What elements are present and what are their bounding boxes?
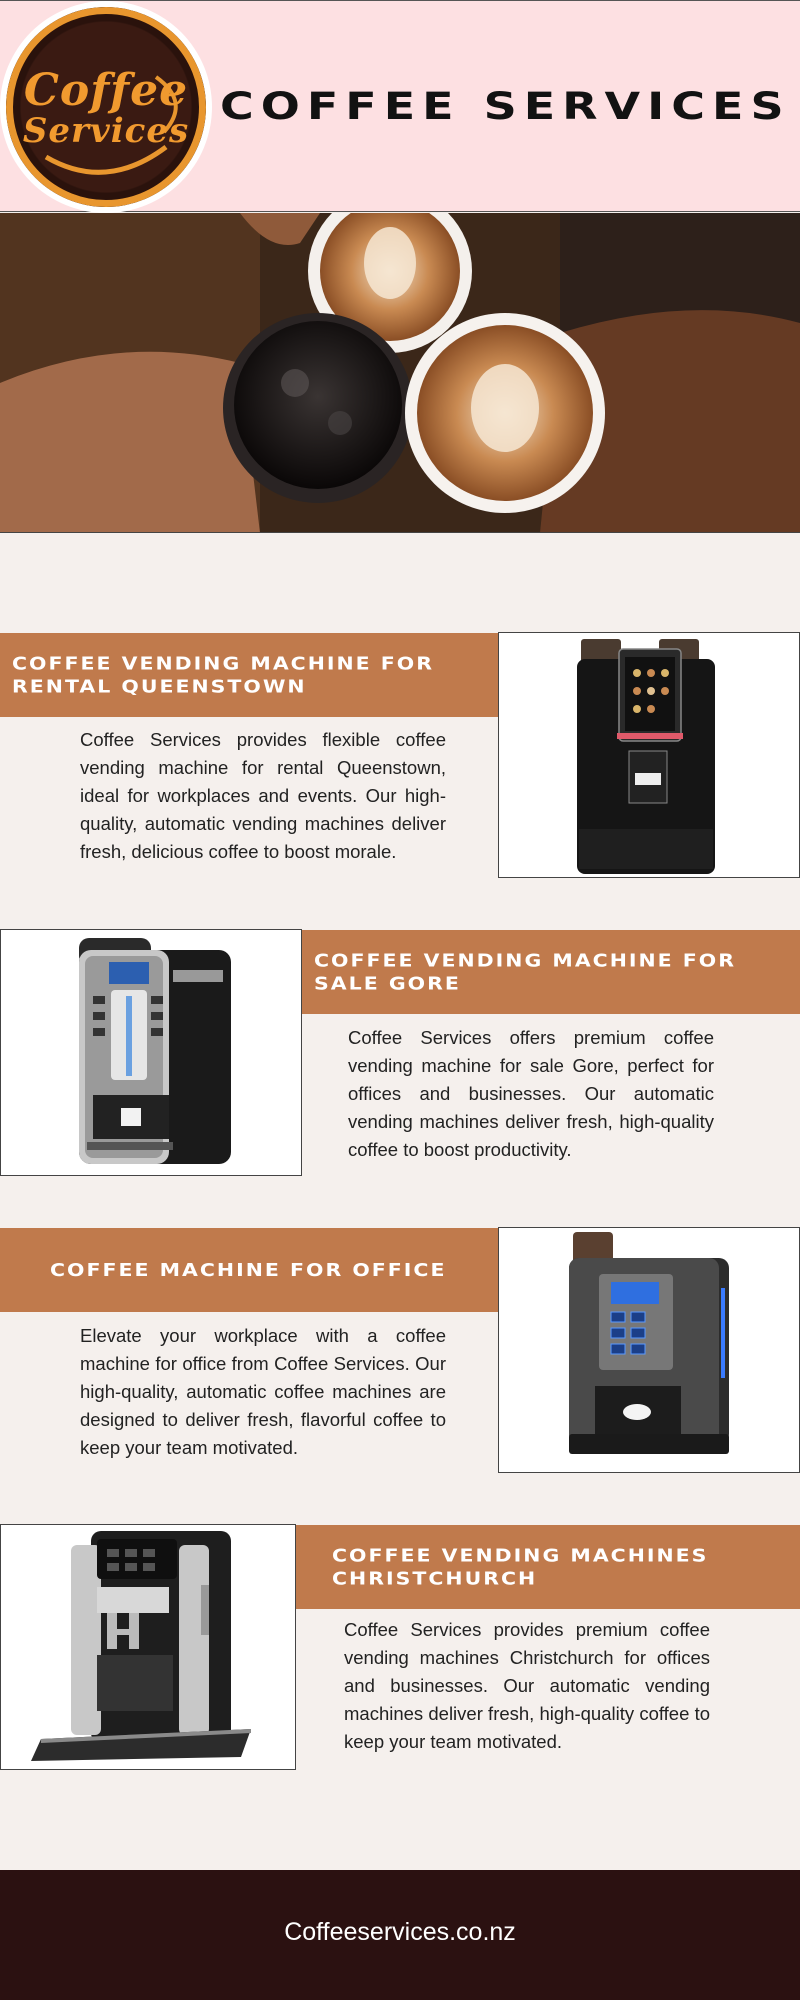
section-4-heading: COFFEE VENDING MACHINES CHRISTCHURCH bbox=[296, 1525, 800, 1609]
vending-machine-black-icon bbox=[499, 633, 799, 877]
section-4-description: Coffee Services provides premium coffee vending machines Christchurch for offices and businesses. Our automatic vending machines deliver fresh, high-quality coffee to keep your team motivated. bbox=[344, 1619, 710, 1752]
office-coffee-machine-icon bbox=[499, 1228, 799, 1472]
section-4-machine-photo bbox=[0, 1524, 296, 1770]
hero-coffee-cups-photo bbox=[0, 213, 800, 533]
vending-machine-silver-icon bbox=[1, 930, 301, 1175]
coffee-services-logo[interactable] bbox=[0, 1, 212, 213]
section-1-machine-photo bbox=[498, 632, 800, 878]
logo-text-services: Services bbox=[22, 111, 190, 151]
section-2-heading: COFFEE VENDING MACHINE FOR SALE GORE bbox=[302, 930, 800, 1014]
section-2-description: Coffee Services offers premium coffee vending machine for sale Gore, perfect for offices and businesses. Our automatic vending machines deliver fresh, high-quality coffee to boost productivity. bbox=[348, 1027, 714, 1160]
logo-text-coffee: Coffee bbox=[23, 65, 189, 116]
section-3-machine-photo bbox=[498, 1227, 800, 1473]
logo-badge bbox=[6, 7, 206, 207]
section-3-description: Elevate your workplace with a coffee machine for office from Coffee Services. Our high-quality, automatic coffee machines are designed to deliver fresh, flavorful coffee to keep your team motivated. bbox=[80, 1325, 446, 1458]
section-3-heading: COFFEE MACHINE FOR OFFICE bbox=[0, 1228, 498, 1312]
site-title: COFFEE SERVICES bbox=[220, 83, 791, 129]
section-1-description: Coffee Services provides flexible coffee vending machine for rental Queenstown, ideal for workplaces and events. Our high-quality, automatic vending machines deliver fresh, delicious coffee to boost morale. bbox=[80, 729, 446, 862]
site-header bbox=[0, 0, 800, 212]
footer-website-link[interactable]: Coffeeservices.co.nz bbox=[284, 1918, 516, 1946]
section-1-heading: COFFEE VENDING MACHINE FOR RENTAL QUEENSTOWN bbox=[0, 633, 498, 717]
site-footer bbox=[0, 1870, 800, 2000]
section-2-machine-photo bbox=[0, 929, 302, 1176]
espresso-machine-icon bbox=[1, 1525, 295, 1769]
coffee-cups-illustration bbox=[0, 213, 800, 533]
